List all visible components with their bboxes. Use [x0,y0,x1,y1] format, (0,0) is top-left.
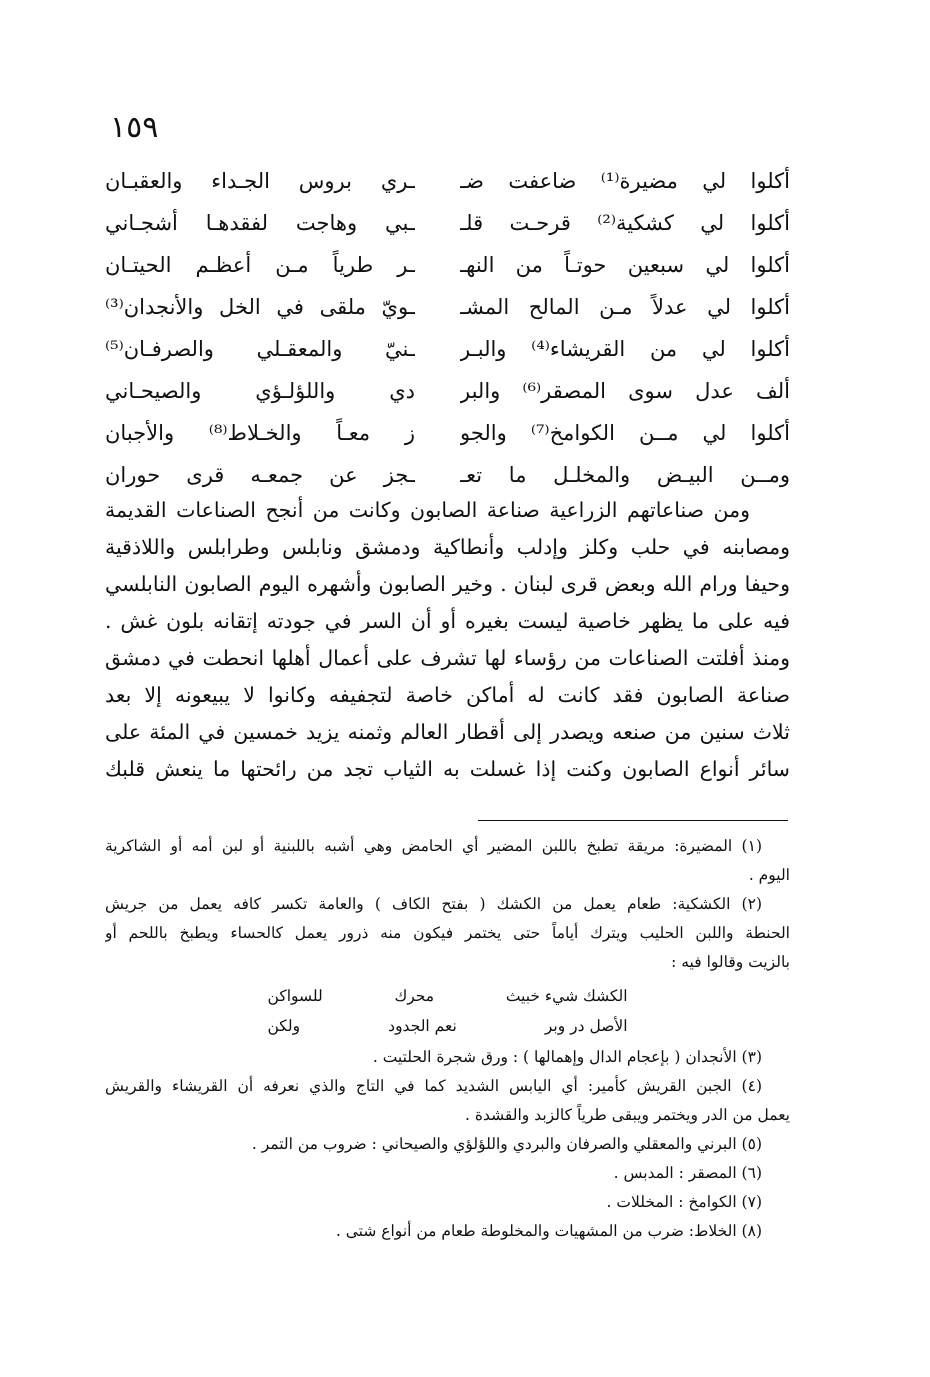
verse-second-hemistich: ـر طرياً مـن أعظـم الحيتـان [105,253,415,277]
footnote-verse-part: الكشك شيء خبيث [505,987,628,1005]
poem [105,160,790,496]
footnote-verse [268,981,628,1011]
verse-first-hemistich: ومــن البيـض والمخلـل ما تعـ [460,463,790,487]
footnote-3-line: (٣) الأنجدان ( بإعجام الدال وإهمالها ) : ورق شجرة الحلتيت . [372,1048,762,1066]
footnote-verses [268,981,628,1041]
verse-second-hemistich: ـويّ ملقى في الخل والأنجدان⁽³⁾ [105,295,415,319]
prose-line: سائر أنواع الصابون وكنت إذا غسلت به الثياب تجد من رائحتها ما ينعش قلبك [105,757,790,781]
prose-line: ومنذ أفلتت الصناعات من رؤساء لها تشرف على أعمال أهلها انحطت في دمشق [105,646,790,670]
footnote-verse-part: محرك [394,987,435,1005]
footnote-verse-part: ولكن [267,1017,301,1035]
footnote-2-line: بالزيت وقالوا فيه : [671,953,790,971]
verse-first-hemistich: أكلوا لي من القريشاء⁽⁴⁾ والبـر [460,337,790,361]
verse-first-hemistich: ألف عدل سوى المصقر⁽⁶⁾ والبر [460,379,790,403]
poem-verse [105,412,790,454]
footnote-7-line: (٧) الكوامخ : المخللات . [606,1193,762,1211]
verse-first-hemistich: أكلوا لي سبعين حوتـاً من النهـ [460,253,790,277]
poem-verse [105,244,790,286]
prose-line: وحيفا ورام الله وبعض قرى لبنان . وخير الصابون وأشهره اليوم الصابون النابلسي [105,572,790,596]
footnote-5-line: (٥) البرني والمعقلي والصرفان والبردي واللؤلؤي والصيحاني : ضروب من التمر . [251,1135,762,1153]
footnote-verse [268,1011,628,1041]
poem-verse [105,454,790,496]
verse-first-hemistich: أكلوا لي عدلاً مـن المالح المشـ [460,295,790,319]
footnote-separator [478,820,788,821]
footnote-4-line: (٤) الجبن القريش كأمير: أي اليابس الشديد كما في التاج والذي نعرفه أن القريشاء والقريش [105,1077,762,1095]
prose-line: ومن صناعاتهم الزراعية صناعة الصابون وكانت من أنجح الصناعات القديمة [105,498,750,522]
poem-verse [105,160,790,202]
prose-line: ثلاث سنين من صنعه ويصدر إلى أقطار العالم وثمنه يزيد خمسين في المئة على [105,720,790,744]
page-number: ١٥٩ [110,110,159,145]
prose-line: صناعة الصابون فقد كانت له أماكن خاصة لتجفيفه وكانوا لا يبيعونه إلا بعد [105,683,790,707]
verse-second-hemistich: دي واللؤلـؤي والصيحـاني [105,379,415,403]
footnote-8-line: (٨) الخلاط: ضرب من المشهيات والمخلوطة طعام من أنواع شتى . [335,1222,762,1240]
footnote-1-line: (١) المضيرة: مريقة تطبخ باللبن المضير أي الحامض وهي أشبه باللبنية أو لبن أمه أو الشاكرية [105,837,762,855]
footnote-verse-part: نعم الجدود [388,1017,457,1035]
footnote-1-line: اليوم . [748,866,790,884]
verse-first-hemistich: أكلوا لي كشكية⁽²⁾ قرحـت قلـ [460,211,790,235]
verse-second-hemistich: ـري بروس الجـداء والعقبـان [105,169,415,193]
verse-second-hemistich: ـنيّ والمعقـلي والصرفـان⁽⁵⁾ [105,337,415,361]
poem-verse [105,328,790,370]
verse-first-hemistich: أكلوا لي مــن الكوامخ⁽⁷⁾ والجو [460,421,790,445]
prose-line: فيه على ما يظهر خاصية ليست بغيره أو أن السر في جودته إتقانه بلون غش . [105,609,790,633]
poem-verse [105,202,790,244]
body-paragraphs [105,492,790,788]
footnote-2-line: (٢) الكشكية: طعام يعمل من الكشك ( بفتح الكاف ) والعامة تكسر كافه يعمل من جريش [105,895,762,913]
footnotes [105,832,790,1246]
poem-verse [105,370,790,412]
footnote-verse-part: الأصل در وبر [544,1017,628,1035]
footnote-verse-part: للسواكن [267,987,323,1005]
poem-verse [105,286,790,328]
footnote-6-line: (٦) المصقر : المدبس . [613,1164,762,1182]
verse-second-hemistich: ـبي وهاجت لفقدهـا أشجـاني [105,211,415,235]
verse-first-hemistich: أكلوا لي مضيرة⁽¹⁾ ضاعفت ضـ [460,169,790,193]
verse-second-hemistich: ـجز عن جمعـه قرى حوران [105,463,415,487]
footnote-4-line: يعمل من الدر ويختمر ويبقى طرياً كالزبد والقشدة . [464,1106,790,1124]
prose-line: ومصابنه في حلب وكلز وإدلب وأنطاكية ودمشق ونابلس وطرابلس واللاذقية [105,535,790,559]
verse-second-hemistich: ز معـاً والخـلاط⁽⁸⁾ والأجبان [105,421,415,445]
footnote-2-line: الحنطة واللبن الحليب ويترك أياماً حتى يختمر فيكون منه ذرور يعمل كالحساء ويطبخ باللحم أو [105,924,790,942]
